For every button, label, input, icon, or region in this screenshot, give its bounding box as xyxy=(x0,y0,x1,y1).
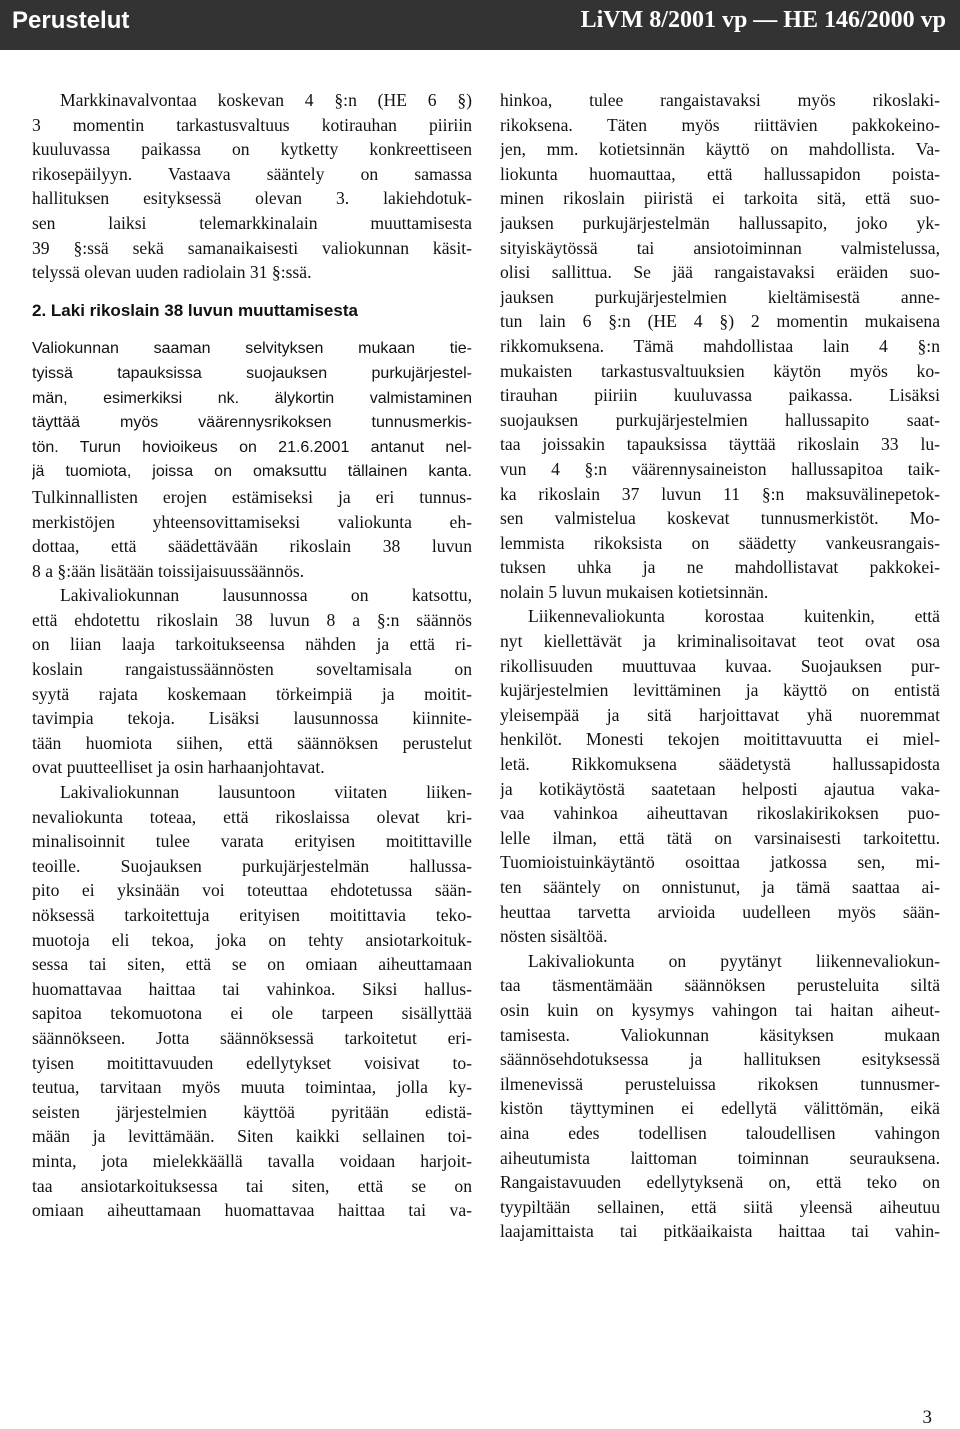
text-line: lemmista rikoksista on säädetty vankeusrangais- xyxy=(500,532,940,553)
text-line: rikosepäilyyn. Vastaava sääntely on samassa xyxy=(32,163,472,184)
text-line: aina edes todellisen taloudellisen vahingon xyxy=(500,1122,940,1143)
text-line: omiaan aiheuttamaan huomattavaa haittaa tai va- xyxy=(32,1200,472,1221)
text-line: sessa tai siten, että se on omiaan aiheuttamaan xyxy=(32,954,472,975)
text-line: mukaisten tarkastusvaltuuksien käytön myös ko- xyxy=(500,360,940,381)
text-line: nolain 5 luvun mukaisen kotietsinnän. xyxy=(500,581,769,602)
text-line: tuksen uhka ja ne mahdollistavat pakkokei- xyxy=(500,557,940,578)
text-line: Rangaistavuuden edellytyksenä on, että teko on xyxy=(500,1172,940,1193)
text-line: tun lain 6 §:n (HE 4 §) 2 momentin mukaisena xyxy=(500,311,940,332)
text-line: hallituksen esityksessä olevan 3. lakiehdotuk- xyxy=(32,188,472,209)
right-column xyxy=(500,88,940,1244)
text-line: rikoksena. Täten myös riittävien pakkokeino- xyxy=(500,114,940,135)
section-title: Perustelut xyxy=(12,7,130,34)
text-line: Liikennevaliokunta korostaa kuitenkin, että xyxy=(528,606,940,627)
text-line: ka rikoslain 37 luvun 11 §:n maksuvälinepetok- xyxy=(500,483,940,504)
text-line: ja kotikäytöstä saatetaan helposti ajautua vaka- xyxy=(500,778,940,799)
text-line: muotoja eli tekoa, joka on tehty ansiotarkoituk- xyxy=(32,929,472,950)
text-line: kuuluvassa paikassa on kytketty konkreettiseen xyxy=(32,139,472,160)
text-line: nöksessä tarkoitettuja erityisen moitittavia teko- xyxy=(32,905,472,925)
text-line: 39 §:ssä sekä samanaikaisesti valiokunnan käsit- xyxy=(32,237,472,258)
text-line: suojauksen purkujärjestelmien hallussapito saat- xyxy=(500,409,940,430)
text-line: telyssä olevan uuden radiolain 31 §:ssä. xyxy=(32,262,312,283)
text-line: minen rikoslain piiristä ei tarkoita sitä, että suo- xyxy=(500,188,940,209)
text-line: osin kuin on kysymys vahingon tai haitan aiheut- xyxy=(500,999,940,1020)
text-line: vaa vahinkoa aiheuttavan rikoslakirikoksen puo- xyxy=(500,803,940,824)
text-line: jauksen purkujärjestelmän hallussapito, joko yk- xyxy=(500,212,940,233)
text-line: rikollisuuden muuttuvaa kuvaa. Suojauksen pur- xyxy=(500,655,940,676)
page-number: 3 xyxy=(922,1407,932,1428)
text-line: Lakivaliokunnan lausuntoon viitaten liiken- xyxy=(60,782,472,803)
text-line: kujärjestelmien levittäminen ja käyttö on entistä xyxy=(500,680,940,701)
text-line: on liian laaja tarkoitukseensa nähden ja että ri- xyxy=(32,634,472,655)
text-line: minalisoinnit tulee varata erityisen moitittaville xyxy=(32,831,472,852)
text-line: tyissä tapauksissa suojauksen purkujärjestel- xyxy=(32,364,472,382)
text-line: tyypiltään sellainen, että siitä yleensä aiheutuu xyxy=(500,1196,940,1217)
text-line: Lakivaliokunnan lausunnossa on katsottu, xyxy=(60,585,472,606)
text-line: heuttaa tarvetta arvioida uudelleen myös sään- xyxy=(500,901,940,922)
text-line: sen valmistelua koskevat tunnusmerkistöt. Mo- xyxy=(500,508,940,529)
text-line: olisi sallittua. Se jää rangaistavaksi eräiden suo- xyxy=(500,262,940,283)
text-line: Tulkinnallisten erojen estämiseksi ja eri tunnus- xyxy=(32,486,472,507)
text-line: sen laiksi telemarkkinalain muuttamisesta xyxy=(32,212,472,233)
text-line: taa täsmentämään säännöksen perusteluita siltä xyxy=(500,975,940,996)
document-reference: LiVM 8/2001 vp — HE 146/2000 vp xyxy=(580,7,946,33)
text-line: män, esimerkiksi nk. älykortin valmistaminen xyxy=(32,389,472,407)
text-line: Markkinavalvontaa koskevan 4 §:n (HE 6 §) xyxy=(60,90,472,110)
text-line: 8 a §:ään lisätään toissijaisuussäännös. xyxy=(32,560,305,581)
text-line: säännökseen. Jotta säännöksessä tarkoitetut eri- xyxy=(32,1027,472,1048)
text-line: rikkomuksena. Tämä mahdollistaa lain 4 §:n xyxy=(500,335,940,356)
text-line: Lakivaliokunta on pyytänyt liikennevaliokun- xyxy=(528,950,940,971)
text-line: tirauhan piiriin kuuluvassa paikassa. Lisäksi xyxy=(500,385,940,406)
text-line: tään huomiota siihen, että säännöksen perustelut xyxy=(32,732,472,753)
text-line: dottaa, että säädettävään rikoslain 38 luvun xyxy=(32,536,472,557)
text-line: hinkoa, tulee rangaistavaksi myös rikoslaki- xyxy=(500,90,940,110)
text-line: kistön täyttyminen ei edellytä välittömän, eikä xyxy=(500,1098,940,1119)
text-line: lelle ilman, että tätä on varsinaisesti tarkoitettu. xyxy=(500,827,940,848)
left-column xyxy=(32,88,472,1223)
text-line: letä. Rikkomuksena säädetystä hallussapidosta xyxy=(500,754,940,775)
text-line: sityiskäytössä tai ansiotoiminnan valmistelussa, xyxy=(500,237,940,258)
page-header xyxy=(0,0,960,50)
text-line: jen, mm. kotietsinnän käyttö on mahdollista. Va- xyxy=(500,139,940,160)
text-line: koslain rangaistussäännösten soveltamisala on xyxy=(32,659,472,680)
text-line: 3 momentin tarkastusvaltuus kotirauhan piiriin xyxy=(32,114,472,135)
text-line: nevaliokunta toteaa, että rikoslaissa olevat kri- xyxy=(32,806,472,827)
text-line: että ehdotettu rikoslain 38 luvun 8 a §:n säännös xyxy=(32,609,472,630)
text-line: vun 4 §:n väärennysaineiston hallussapitoa taik- xyxy=(500,458,940,479)
text-line: seisten järjestelmien käyttöä pyritään edistä- xyxy=(32,1101,472,1122)
text-line: liokunta huomauttaa, että hallussapidon poista- xyxy=(500,163,940,184)
text-line: ovat puutteelliset ja osin harhaanjohtavat. xyxy=(32,757,325,778)
text-line: tamisesta. Valiokunnan käsityksen mukaan xyxy=(500,1024,940,1045)
text-line: mään ja levittämään. Siten kaikki sellainen toi- xyxy=(32,1126,472,1147)
text-line: yleisempää ja sitä harjoittavat yhä nuoremmat xyxy=(500,704,940,725)
text-line: henkilöt. Monesti tekojen moitittavuutta ei miel- xyxy=(500,729,940,750)
text-line: taa ansiotarkoituksessa tai siten, että se on xyxy=(32,1175,472,1196)
text-line: laajamittaista tai pitkäaikaista haittaa tai vahin- xyxy=(500,1221,940,1242)
text-line: merkistöjen yhteensovittamiseksi valiokunta eh- xyxy=(32,511,472,532)
text-line: Tuomioistuinkäytäntö osoittaa jatkossa sen, mi- xyxy=(500,852,940,873)
text-line: teutua, tarvitaan myös muuta toimintaa, jolla ky- xyxy=(32,1077,472,1098)
text-line: aiheutumista laittoman toiminnan seurauksena. xyxy=(500,1147,940,1168)
section-heading: 2. Laki rikoslain 38 luvun muuttamisesta xyxy=(32,300,358,320)
text-line: tavimpia tekoja. Lisäksi lausunnossa kiinnite- xyxy=(32,708,472,729)
text-line: ilmenevissä perusteluissa rikoksen tunnusmer- xyxy=(500,1073,940,1094)
text-line: syytä rajata koskemaan törkeimpiä ja moitit- xyxy=(32,683,472,704)
text-line: jä tuomiota, joissa on omaksuttu tällainen kanta. xyxy=(32,463,472,481)
text-line: teoille. Suojauksen purkujärjestelmän hallussa- xyxy=(32,855,472,876)
text-line: huomattavaa haittaa tai vahinkoa. Siksi hallus- xyxy=(32,978,472,999)
text-line: nyt kiellettävät ja kriminalisoitavat teot ovat osa xyxy=(500,631,940,652)
text-line: jauksen purkujärjestelmien kieltämisestä anne- xyxy=(500,286,940,307)
text-line: säännösehdotuksessa ja hallituksen esityksessä xyxy=(500,1049,940,1070)
text-line: minta, jota mielekkäällä tavalla voidaan harjoit- xyxy=(32,1150,472,1171)
text-line: taa joissakin tapauksissa täyttää rikoslain 33 lu- xyxy=(500,434,940,455)
text-line: nösten sisältöä. xyxy=(500,926,608,947)
text-line: sapitoa tekomuotona ei ole tarpeen sisällyttää xyxy=(32,1003,472,1024)
text-line: ten sääntely on onnistunut, ja tämä saattaa ai- xyxy=(500,877,940,897)
text-line: tyisen moitittavuuden edellytykset voisivat to- xyxy=(32,1052,472,1073)
text-line: tön. Turun hovioikeus on 21.6.2001 antanut nel- xyxy=(32,438,472,456)
text-line: täyttää myös väärennysrikoksen tunnusmerkis- xyxy=(32,414,472,432)
text-line: pito ei yksinään voi toteuttaa ehdotetussa sään- xyxy=(32,880,472,901)
text-line: Valiokunnan saaman selvityksen mukaan tie- xyxy=(32,340,472,358)
